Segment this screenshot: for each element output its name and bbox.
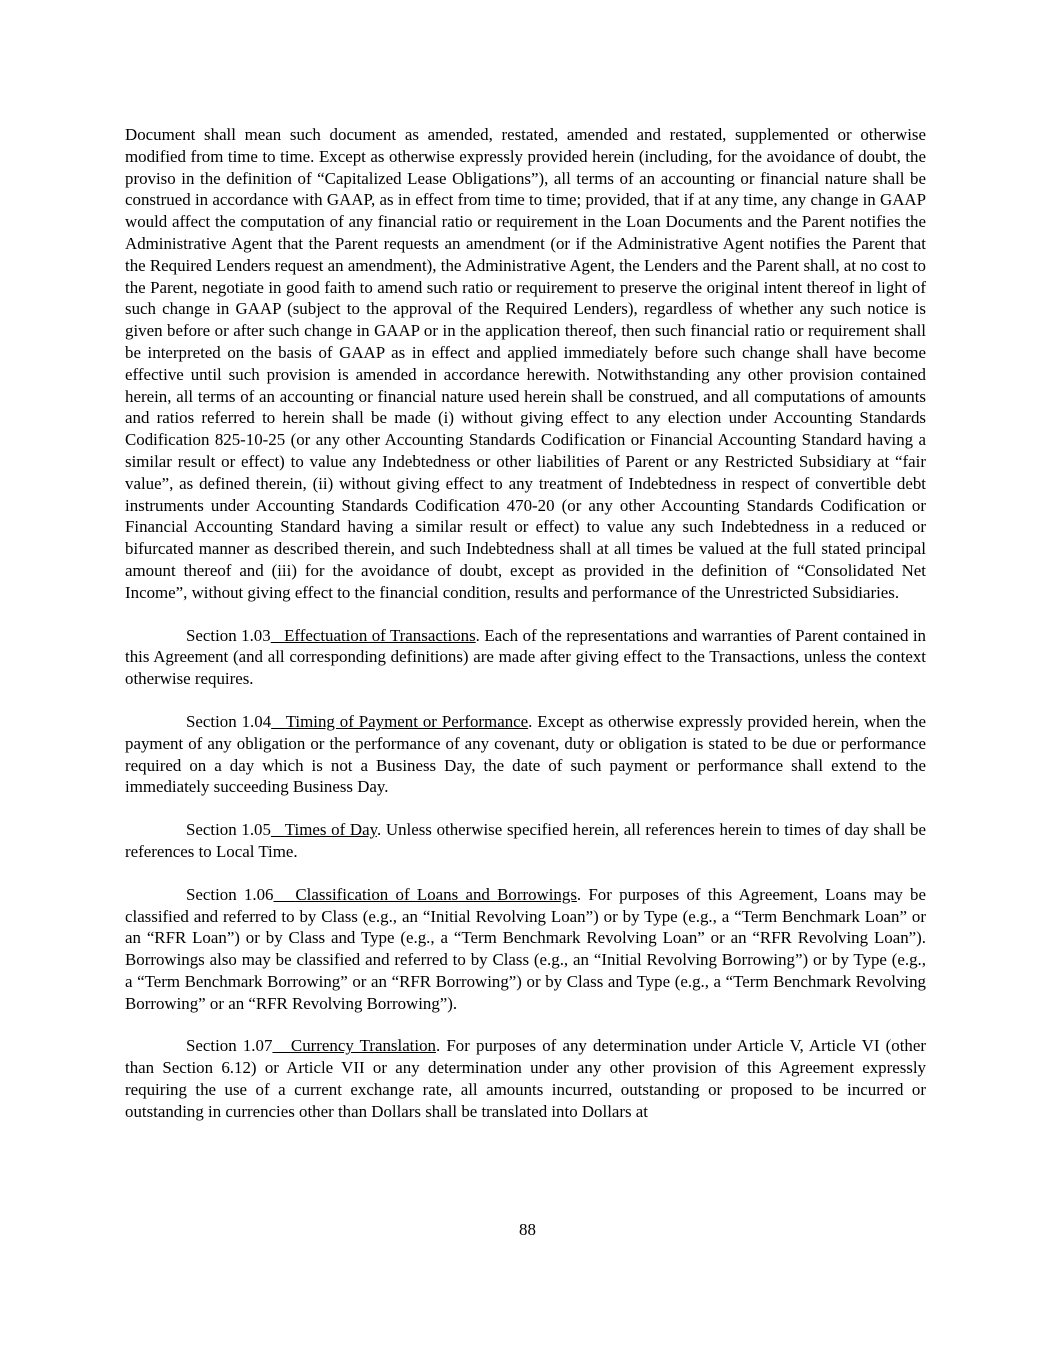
section-number: Section 1.05 [186, 820, 271, 840]
section-1-06 [125, 884, 926, 1015]
section-heading: Effectuation of Transactions [284, 625, 476, 645]
section-body: . For purposes of this Agreement, Loans may be classified and referred to by Class (e.g., an “Initial Revolving Loan”) or by Type (e.g., a “Term Benchmark Loan” or an “RFR Loan”) or by Class and Type (e.g., a “Term Benchmark Revolving Loan” or an “RFR Revolving Loan”). Borrowings also may be classified and referred to by Class (e.g., an “Initial Revolving Borrowing”) or by Type (e.g., a “Term Benchmark Borrowing” or an “RFR Borrowing”) or by Class and Type (e.g., a “Term Benchmark Revolving Borrowing” or an “RFR Revolving Borrowing”). [125, 884, 926, 1013]
section-number: Section 1.03 [186, 625, 271, 645]
section-body: . Except as otherwise expressly provided herein, when the payment of any obligation or the performance of any covenant, duty or obligation is stated to be due or performance required on a day which is not a Business Day, the date of such payment or performance shall extend to the immediately succeeding Business Day. [125, 711, 926, 797]
section-number: Section 1.06 [186, 884, 274, 904]
continuation-paragraph: Document shall mean such document as amended, restated, amended and restated, supplemented or otherwise modified from time to time. Except as otherwise expressly provided herein (including, for the avoidance of doubt, the proviso in the definition of “Capitalized Lease Obligations”), all terms of an accounting or financial nature shall be construed in accordance with GAAP, as in effect from time to time; provided, that if at any time, any change in GAAP would affect the computation of any financial ratio or requirement in the Loan Documents and the Parent notifies the Administrative Agent that the Parent requests an amendment (or if the Administrative Agent notifies the Parent that the Required Lenders request an amendment), the Administrative Agent, the Lenders and the Parent shall, at no cost to the Parent, negotiate in good faith to amend such ratio or requirement to preserve the original intent thereof in light of such change in GAAP (subject to the approval of the Required Lenders), regardless of whether any such notice is given before or after such change in GAAP or in the application thereof, then such financial ratio or requirement shall be interpreted on the basis of GAAP as in effect and applied immediately before such change shall have become effective until such provision is amended in accordance herewith. Notwithstanding any other provision contained herein, all terms of an accounting or financial nature used herein shall be construed, and all computations of amounts and ratios referred to herein shall be made (i) without giving effect to any election under Accounting Standards Codification 825-10-25 (or any other Accounting Standards Codification or Financial Accounting Standard having a similar result or effect) to value any Indebtedness or other liabilities of Parent or any Restricted Subsidiary at “fair value”, as defined therein, (ii) without giving effect to any treatment of Indebtedness in respect of convertible debt instruments under Accounting Standards Codification 470-20 (or any other Accounting Standards Codification or Financial Accounting Standard having a similar result or effect) to value any such Indebtedness in a reduced or bifurcated manner as described therein, and such Indebtedness shall at all times be valued at the full stated principal amount thereof and (iii) for the avoidance of doubt, except as provided in the definition of “Consolidated Net Income”, without giving effect to the financial condition, results and performance of the Unrestricted Subsidiaries. [125, 125, 926, 602]
section-body: . Unless otherwise specified herein, all references herein to times of day shall be references to Local Time. [125, 820, 926, 861]
section-heading: Classification of Loans and Borrowings [295, 884, 577, 904]
section-heading: Timing of Payment or Performance [285, 711, 529, 731]
section-number: Section 1.04 [186, 711, 272, 731]
section-1-03 [125, 625, 926, 690]
section-1-05 [125, 819, 926, 863]
document-page [125, 124, 926, 1144]
section-1-07 [125, 1035, 926, 1122]
section-heading: Times of Day [284, 820, 377, 840]
section-number: Section 1.07 [186, 1036, 273, 1056]
section-body: . For purposes of any determination under Article V, Article VI (other than Section 6.12) or Article VII or any determination under any other provision of this Agreement expressly requiring the use of a current exchange rate, all amounts incurred, outstanding or proposed to be incurred or outstanding in currencies other than Dollars shall be translated into Dollars at [125, 1036, 927, 1121]
section-body: . Each of the representations and warranties of Parent contained in this Agreement (and all corresponding definitions) are made after giving effect to the Transactions, unless the context otherwise requires. [125, 625, 926, 689]
section-1-04 [125, 711, 926, 798]
section-heading: Currency Translation [290, 1036, 436, 1056]
page-number: 88 [519, 1220, 536, 1239]
